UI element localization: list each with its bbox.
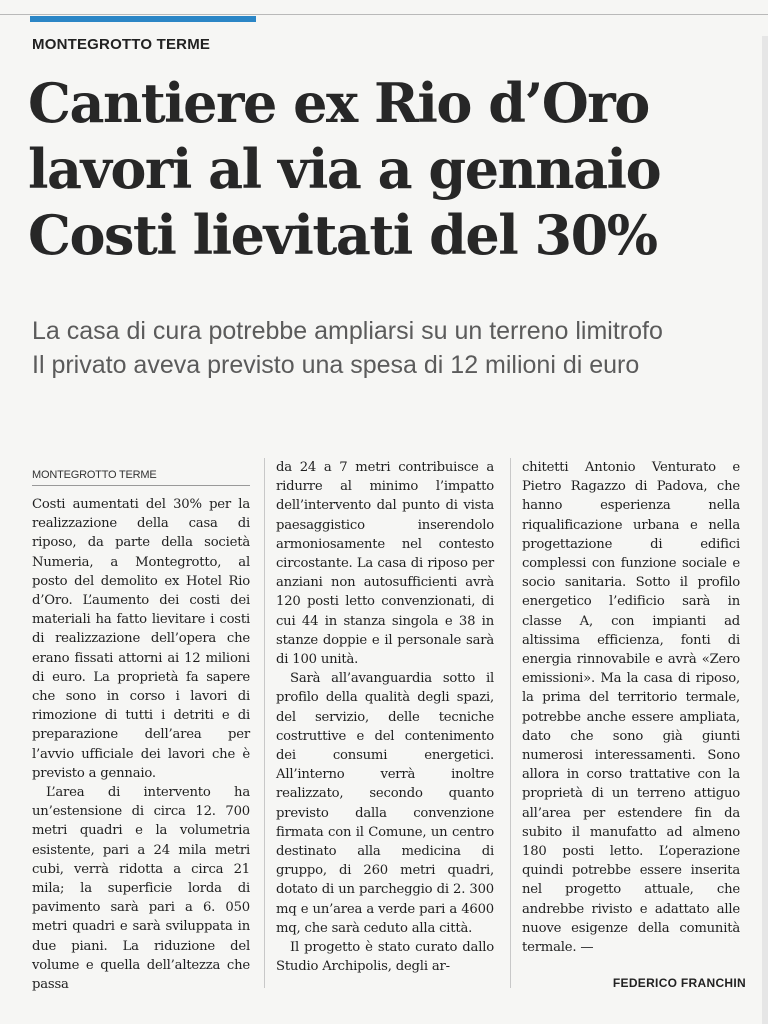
paragraph: Costi aumentati del 30% per la realizzazione della casa di riposo, da parte della società Numeria, a Montegrotto, al posto del demolito ex Hotel Rio d’Oro. L’aumento dei costi dei materiali ha fatto lievitare i costi di realizzazione dell’opera che erano fissati attorni ai 12 milioni di euro. La proprietà fa sapere che sono in corso i lavori di rimozione di tutti i detriti e di preparazione dell’area per l’avvio ufficiale dei lavori che è previsto a gennaio.: [32, 497, 250, 781]
headline-line-1: Cantiere ex Rio d’Oro: [28, 71, 649, 135]
paragraph: Sarà all’avanguardia sotto il profilo della qualità degli spazi, del servizio, delle tecniche costruttive e del contenimento dei consumi energetici. All’interno verrà inoltre realizzato, secondo quanto previsto dalla convenzione firmata con il Comune, un centro destinato alla medicina di gruppo, di 260 metri quadri, dotato di un parcheggio di 2. 300 mq e un’area a verde pari a 4600 mq, che sarà ceduto alla città.: [276, 671, 494, 936]
column-divider: [264, 458, 265, 988]
article-column-3: [522, 458, 740, 957]
headline-line-2: lavori al via a gennaio: [28, 137, 661, 201]
page-edge-strip: [762, 36, 768, 1024]
article-column-1: [32, 468, 250, 994]
article-column-2: [276, 458, 494, 976]
dateline: MONTEGROTTO TERME: [32, 468, 250, 486]
paragraph: L’area di intervento ha un’estensione di circa 12. 700 metri quadri e la volumetria esistente, pari a 24 mila metri cubi, verrà ridotta a circa 21 mila; la superficie lorda di pavimento sarà pari a 6. 050 metri quadri e sarà sviluppata in due piani. La riduzione del volume e quella dell’altezza che passa: [32, 785, 250, 993]
author-byline: FEDERICO FRANCHIN: [612, 976, 746, 990]
column-divider: [510, 458, 511, 988]
paragraph: chitetti Antonio Venturato e Pietro Ragazzo di Padova, che hanno esperienza nella riqualificazione urbana e nella progettazione di edifici complessi con funzione sociale e socio sanitaria. Sotto il profilo energetico l’edificio sarà in classe A, con impianti ad altissima efficienza, fonti di energia rinnovabile e avrà «Zero emissioni». Ma la casa di riposo, la prima del territorio termale, potrebbe anche essere ampliata, dato che sono già giunti numerosi interessamenti. Sono allora in corso trattative con la proprietà di un terreno attiguo all’area per estendere fin da subito il manufatto ad almeno 180 posti letto. L’operazione quindi potrebbe essere inserita nel progetto attuale, che andrebbe rivisto e adattato alle nuove esigenze della comunità termale. —: [522, 460, 740, 956]
subtitle-line-1: La casa di cura potrebbe ampliarsi su un terreno limitrofo: [32, 317, 663, 345]
headline-line-3: Costi lievitati del 30%: [28, 203, 657, 267]
subtitle: [32, 314, 752, 382]
section-kicker: MONTEGROTTO TERME: [32, 36, 211, 53]
paragraph: da 24 a 7 metri contribuisce a ridurre al minimo l’impatto dell’intervento dal punto di vista paesaggistico inserendolo armoniosamente nel contesto circostante. La casa di riposo per anziani non autosufficienti avrà 120 posti letto convenzionati, di cui 44 in stanza singola e 38 in stanze doppie e il personale sarà di 100 unità.: [276, 460, 494, 668]
top-rule: [0, 14, 768, 15]
headline: [28, 70, 748, 268]
paragraph: Il progetto è stato curato dallo Studio Archipolis, degli ar-: [276, 940, 494, 975]
subtitle-line-2: Il privato aveva previsto una spesa di 12 milioni di euro: [32, 351, 640, 379]
section-accent-bar: [30, 16, 256, 22]
